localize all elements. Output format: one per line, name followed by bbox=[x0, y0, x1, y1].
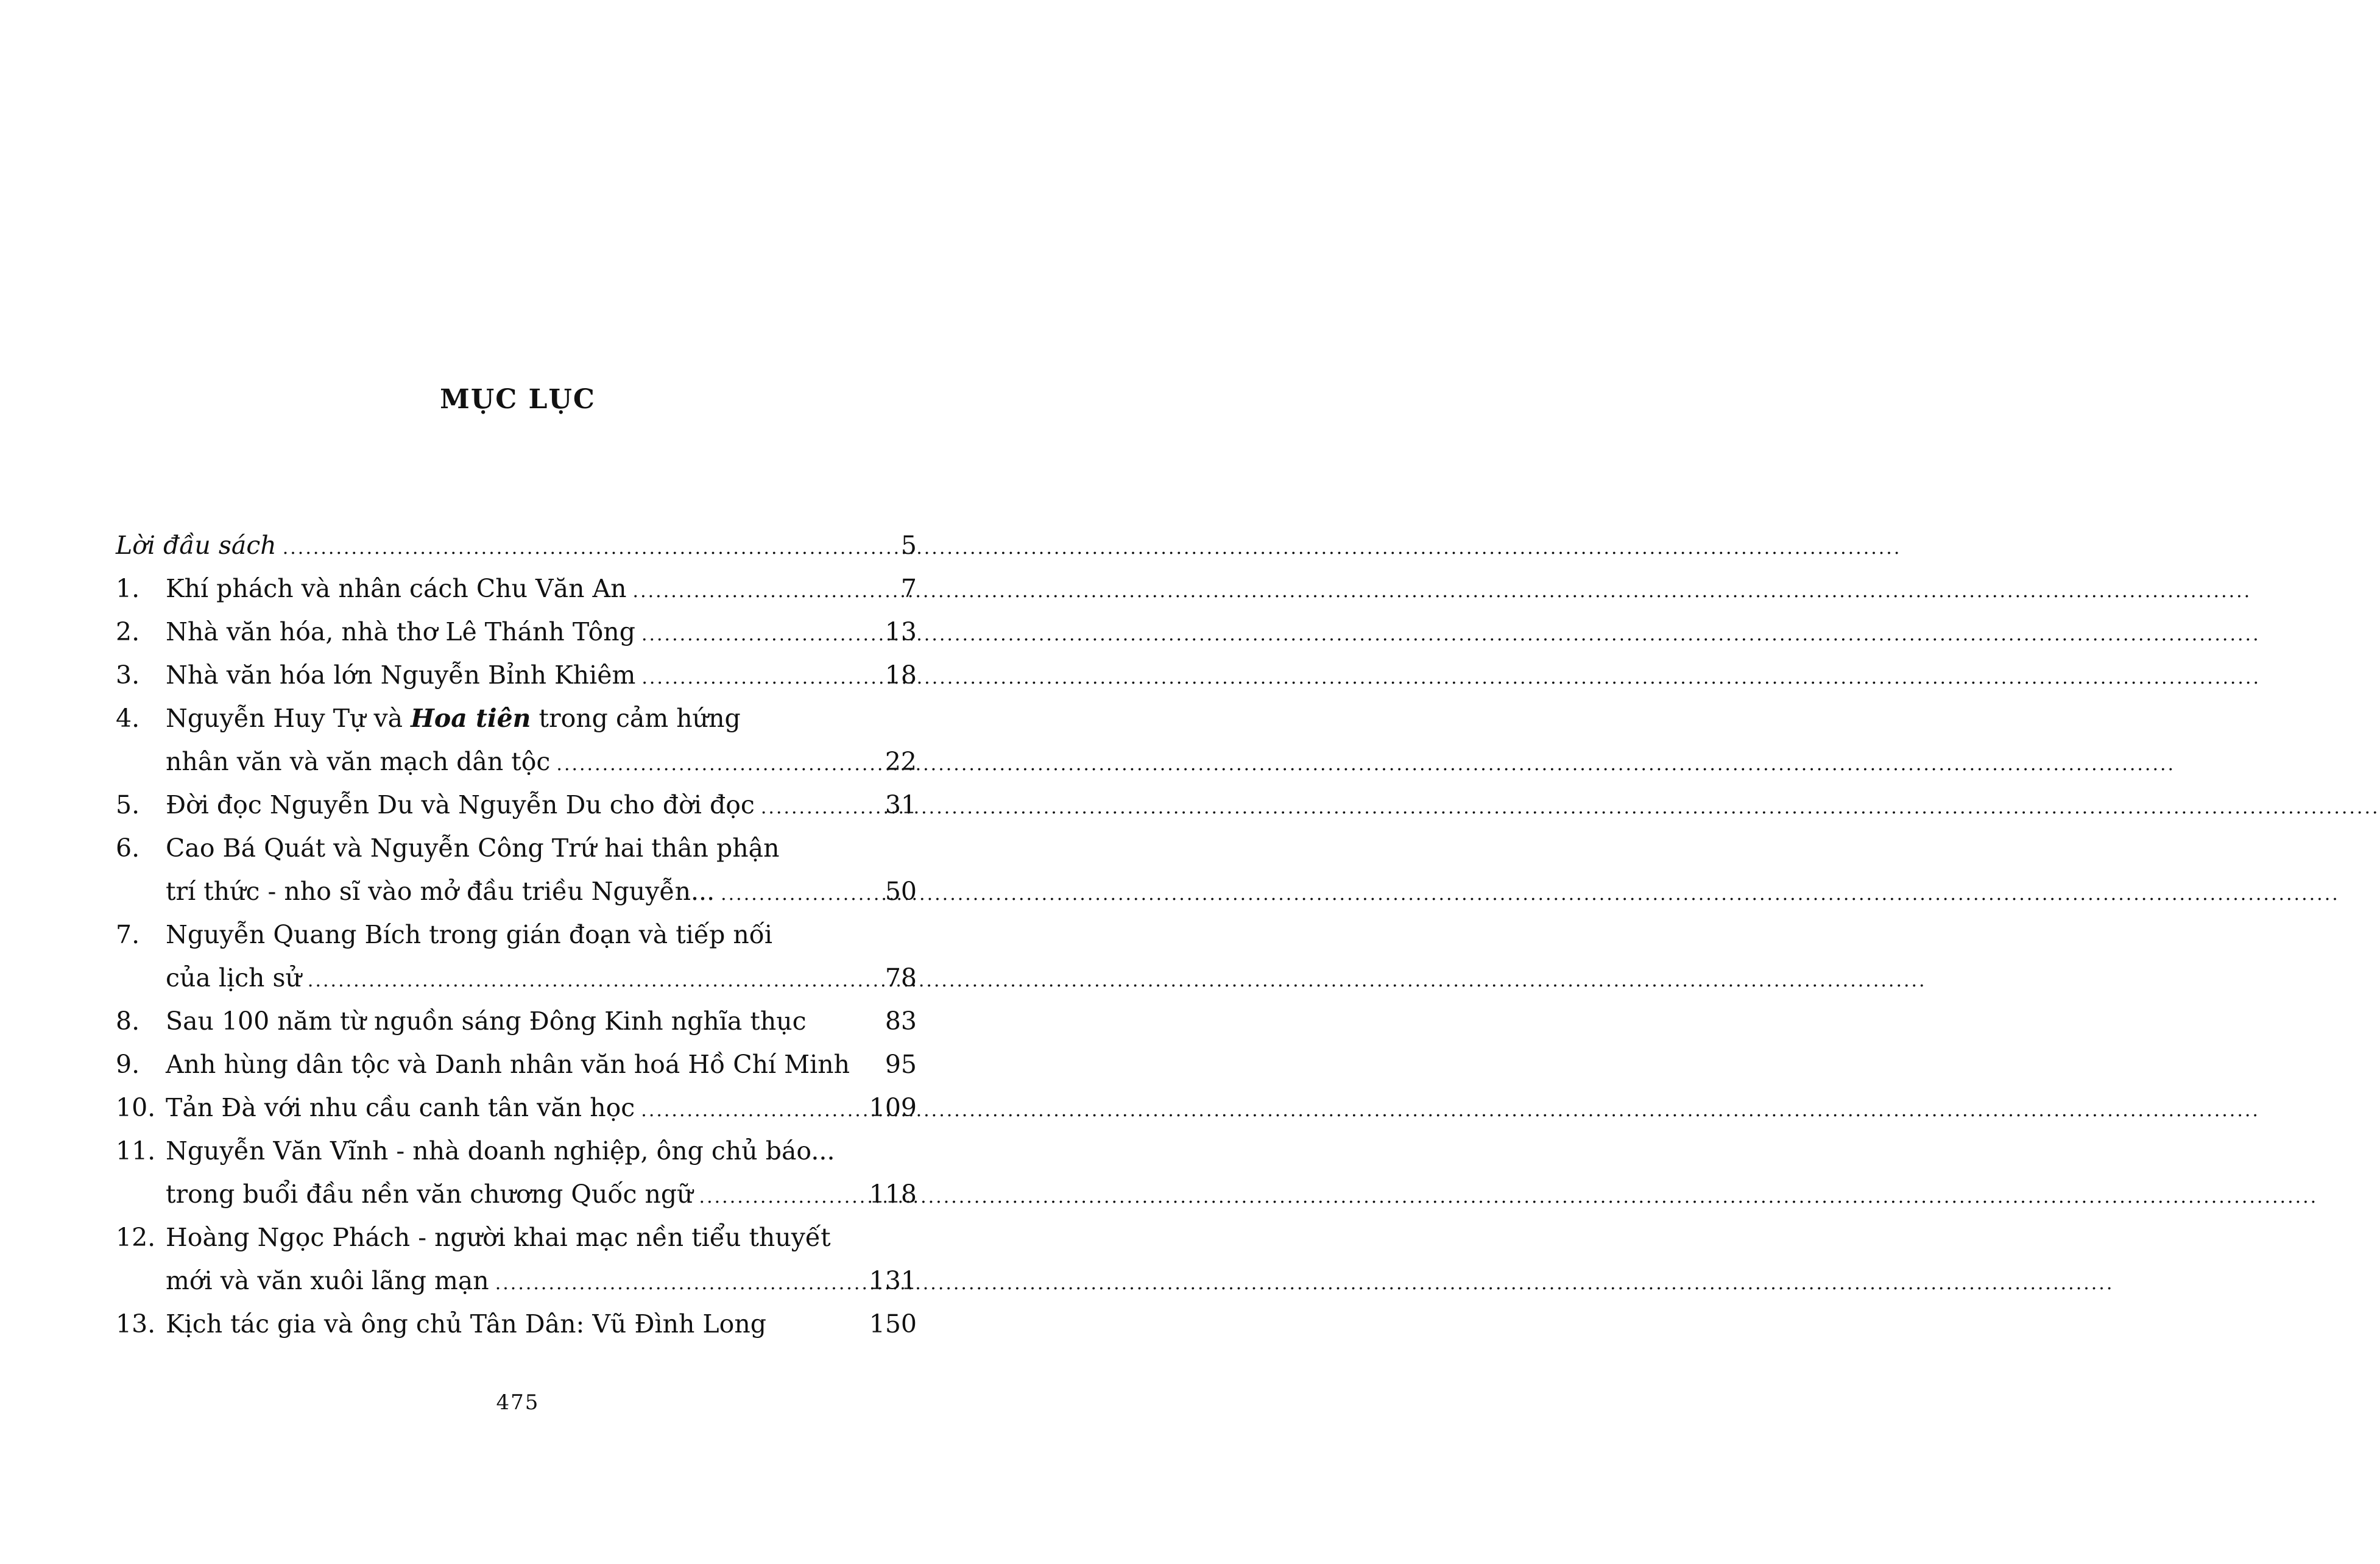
toc-entry-text: Khí phách và nhân cách Chu Văn An bbox=[166, 574, 627, 603]
dot-leader bbox=[641, 656, 866, 699]
toc-entry[interactable] bbox=[116, 1086, 917, 1130]
toc-entry-text: trong buổi đầu nền văn chương Quốc ngữ bbox=[166, 1180, 693, 1209]
toc-entry[interactable] bbox=[116, 1130, 917, 1173]
toc-page-number: 7 bbox=[900, 574, 917, 603]
toc-page-number: 95 bbox=[885, 1050, 917, 1079]
toc-entry-text: Kịch tác gia và ông chủ Tân Dân: Vũ Đình Long bbox=[166, 1309, 766, 1339]
toc-entry-number: 11. bbox=[116, 1136, 156, 1166]
toc-entry-number: 10. bbox=[116, 1093, 156, 1122]
page-number: 475 bbox=[496, 1390, 540, 1415]
toc-entry-number: 5. bbox=[116, 790, 140, 819]
toc-entry-number: 12. bbox=[116, 1223, 156, 1252]
toc-page-number: 109 bbox=[869, 1093, 917, 1122]
dot-leader bbox=[699, 1175, 861, 1219]
toc-entry[interactable] bbox=[116, 1216, 917, 1259]
toc-entry-number: 8. bbox=[116, 1007, 140, 1036]
toc-entry[interactable] bbox=[116, 827, 917, 870]
toc-entry-text-part: trong cảm hứng bbox=[531, 704, 741, 733]
toc-entry-number: 3. bbox=[116, 660, 140, 690]
toc-entry-continuation[interactable] bbox=[116, 870, 917, 913]
toc-entry-intro[interactable] bbox=[116, 524, 917, 567]
book-page bbox=[0, 0, 1036, 1564]
toc-entry-text bbox=[166, 697, 741, 740]
page-title: MỤC LỤC bbox=[440, 384, 596, 415]
dot-leader bbox=[761, 786, 866, 829]
toc-entry-emphasis: Hoa tiên bbox=[411, 704, 531, 733]
toc-entry-text: Anh hùng dân tộc và Danh nhân văn hoá Hồ Chí Minh bbox=[166, 1050, 850, 1079]
toc-page-number: 150 bbox=[869, 1309, 917, 1339]
toc-page-number: 13 bbox=[885, 617, 917, 646]
toc-entry-text: Lời đầu sách bbox=[116, 531, 277, 560]
toc-entry[interactable] bbox=[116, 654, 917, 697]
toc-entry[interactable] bbox=[116, 1000, 917, 1043]
dot-leader bbox=[283, 526, 866, 570]
toc-page-number: 31 bbox=[885, 790, 917, 819]
toc-entry-continuation[interactable] bbox=[116, 1173, 917, 1216]
toc-entry-continuation[interactable] bbox=[116, 957, 917, 1000]
toc-entry-text: Đời đọc Nguyễn Du và Nguyễn Du cho đời đọc bbox=[166, 790, 755, 819]
dot-leader bbox=[633, 570, 866, 613]
toc-entry-text: Tản Đà với nhu cầu canh tân văn học bbox=[166, 1093, 635, 1122]
dot-leader bbox=[721, 872, 866, 916]
toc-page-number: 118 bbox=[869, 1180, 917, 1209]
toc-entry-text: Nguyễn Văn Vĩnh - nhà doanh nghiệp, ông chủ báo... bbox=[166, 1136, 835, 1166]
toc-entry[interactable] bbox=[116, 1043, 917, 1086]
toc-entry-text: Hoàng Ngọc Phách - người khai mạc nền tiểu thuyết bbox=[166, 1223, 831, 1252]
toc-entry-number: 6. bbox=[116, 833, 140, 863]
toc-entry-number: 9. bbox=[116, 1050, 140, 1079]
dot-leader bbox=[641, 1089, 860, 1132]
toc-page-number: 22 bbox=[885, 747, 917, 776]
toc-entry-text: Nguyễn Quang Bích trong gián đoạn và tiếp nối bbox=[166, 920, 772, 949]
toc-entry[interactable] bbox=[116, 697, 917, 740]
toc-entry[interactable] bbox=[116, 567, 917, 610]
dot-leader bbox=[641, 613, 866, 656]
toc-page-number: 50 bbox=[885, 877, 917, 906]
toc-entry-number: 4. bbox=[116, 704, 140, 733]
dot-leader bbox=[556, 743, 866, 786]
toc-entry-text-part: Nguyễn Huy Tự và bbox=[166, 704, 411, 733]
toc-entry-number: 7. bbox=[116, 920, 140, 949]
toc-entry-continuation[interactable] bbox=[116, 1259, 917, 1303]
toc-entry[interactable] bbox=[116, 913, 917, 957]
toc-entry-text: mới và văn xuôi lãng mạn bbox=[166, 1266, 489, 1295]
toc-entry-number: 1. bbox=[116, 574, 140, 603]
toc-page-number: 5 bbox=[900, 531, 917, 560]
toc-entry[interactable] bbox=[116, 610, 917, 654]
toc-page-number: 78 bbox=[885, 963, 917, 993]
toc-page-number: 18 bbox=[885, 660, 917, 690]
toc-entry-continuation[interactable] bbox=[116, 740, 917, 784]
toc-page-number: 83 bbox=[885, 1007, 917, 1036]
toc-entry[interactable] bbox=[116, 1303, 917, 1346]
toc-entry-text: Nhà văn hóa, nhà thơ Lê Thánh Tông bbox=[166, 617, 635, 646]
dot-leader bbox=[495, 1262, 861, 1305]
toc-entry[interactable] bbox=[116, 784, 917, 827]
toc-entry-text: trí thức - nho sĩ vào mở đầu triều Nguyễn... bbox=[166, 877, 715, 906]
dot-leader bbox=[308, 959, 866, 1002]
toc-entry-text: của lịch sử bbox=[166, 963, 302, 993]
toc-entry-text: nhân văn và văn mạch dân tộc bbox=[166, 747, 551, 776]
toc-entry-text: Nhà văn hóa lớn Nguyễn Bỉnh Khiêm bbox=[166, 660, 636, 690]
toc-entry-number: 13. bbox=[116, 1309, 156, 1339]
table-of-contents bbox=[116, 524, 917, 1346]
toc-entry-text: Sau 100 năm từ nguồn sáng Đông Kinh nghĩa thục bbox=[166, 1007, 807, 1036]
toc-page-number: 131 bbox=[869, 1266, 917, 1295]
toc-entry-text: Cao Bá Quát và Nguyễn Công Trứ hai thân phận bbox=[166, 833, 780, 863]
toc-entry-number: 2. bbox=[116, 617, 140, 646]
